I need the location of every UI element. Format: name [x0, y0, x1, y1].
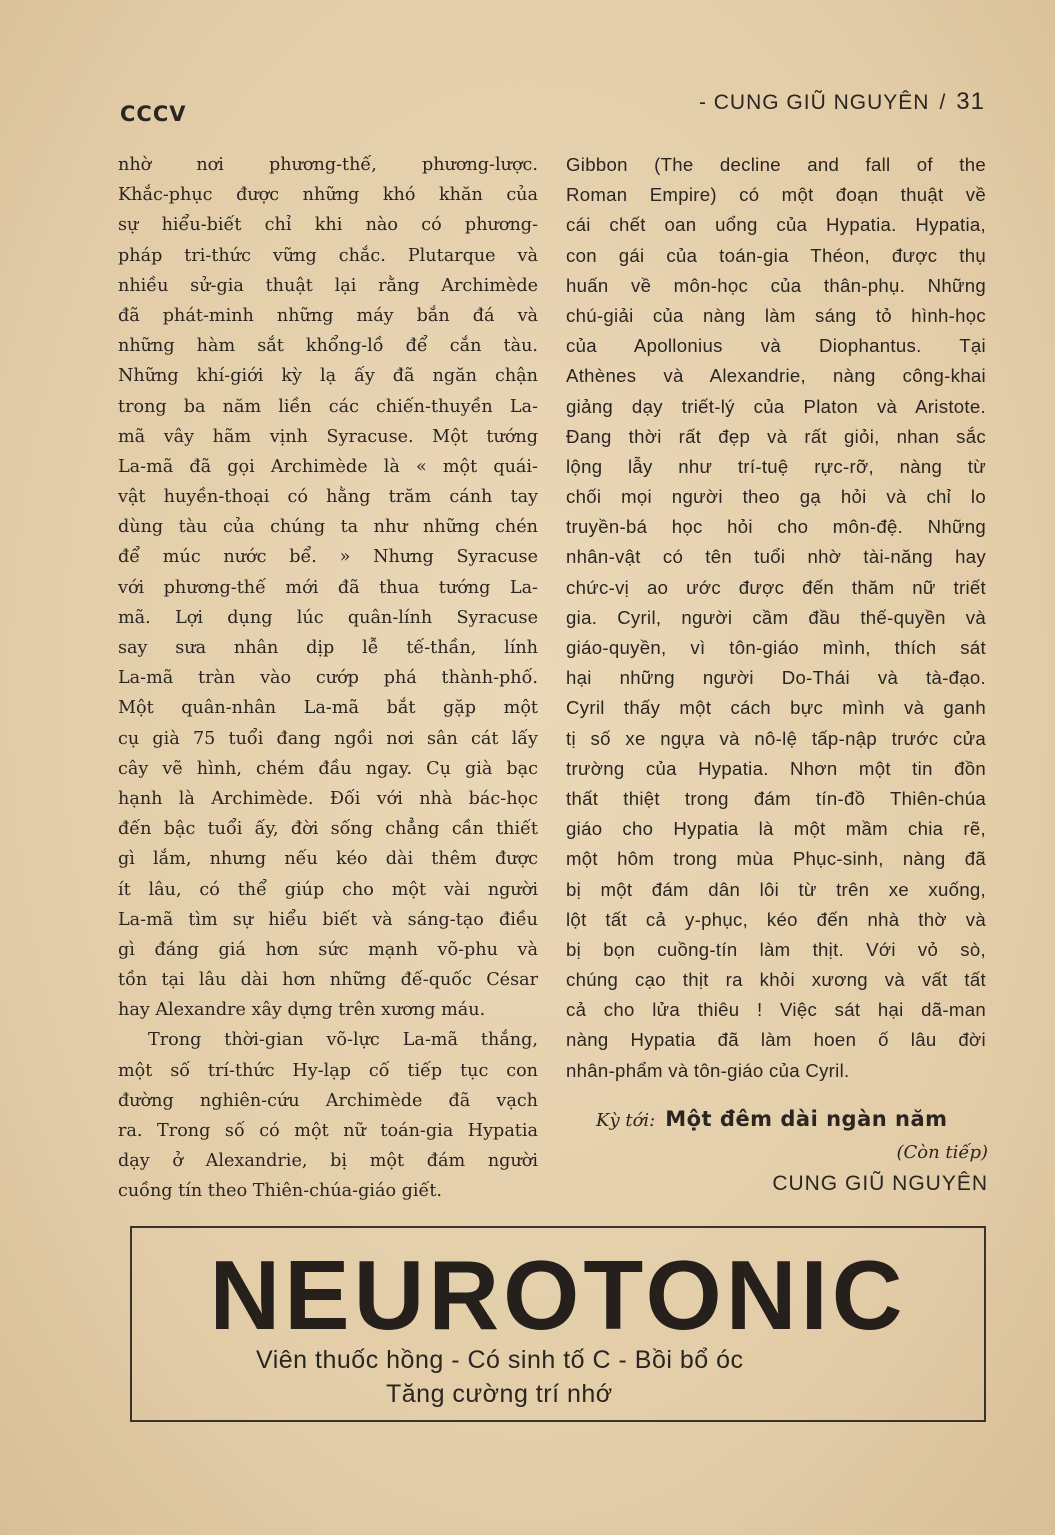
header-dash: - — [698, 91, 714, 114]
header-running-title — [699, 88, 985, 116]
article-line: lột tất cả y-phục, kéo đến nhà thờ và — [566, 908, 986, 930]
article-line: một hôm trong mùa Phục-sinh, nàng đã — [566, 848, 986, 870]
next-issue-label: Kỳ tới: — [596, 1110, 656, 1131]
article-line: ít lâu, có thể giúp cho một vài người — [118, 879, 538, 900]
ad-separator: - — [451, 1346, 461, 1374]
article-line: của Apollonius và Diophantus. Tại — [566, 335, 986, 357]
article-line: tồn tại lâu dài hơn những đế-quốc César — [118, 970, 538, 991]
article-line: gì đáng giá hơn sức mạnh võ-phu và — [118, 939, 538, 960]
ad-tag-pink-tablet: Viên thuốc hồng — [256, 1346, 444, 1374]
article-line: cả cho lửa thiêu ! Việc sát hại dã-man — [566, 999, 986, 1021]
ad-tagline-1 — [256, 1346, 896, 1375]
article-line: bị một đám dân lôi từ trên xe xuống, — [566, 878, 986, 900]
article-line: nhiều sử-gia thuật lại rằng Archimède — [118, 275, 538, 296]
article-line: Những khí-giới kỳ lạ ấy đã ngăn chận — [118, 366, 538, 387]
article-line: trong ba năm liền các chiến-thuyền La- — [118, 396, 538, 417]
article-line: truyền-bá học hỏi cho môn-đệ. Những — [566, 516, 986, 538]
article-line: một số trí-thức Hy-lạp cố tiếp tục con — [118, 1060, 538, 1081]
next-issue-block — [596, 1102, 988, 1200]
article-line: Khắc-phục được những khó khăn của — [118, 185, 538, 206]
next-issue-line — [596, 1102, 988, 1138]
article-line: chú-giải của nàng làm sáng tỏ hình-học — [566, 304, 986, 326]
article-line: trường của Hypatia. Nhơn một tin đồn — [566, 757, 986, 779]
article-line: huấn về môn-học của thân-phụ. Những — [566, 274, 986, 296]
article-line: cây vẽ hình, chém đầu ngay. Cụ già bạc — [118, 758, 538, 779]
ad-brand-name: NEUROTONIC — [209, 1240, 907, 1350]
article-line: Trong thời-gian võ-lực La-mã thắng, — [148, 1030, 538, 1051]
article-line: bị bọn cuồng-tín làm thịt. Với vỏ sò, — [566, 938, 986, 960]
article-line: ra. Trong số có một nữ toán-gia Hypatia — [118, 1121, 538, 1141]
article-line: đường nghiên-cứu Archimède đã vạch — [118, 1090, 538, 1111]
article-column-left — [118, 150, 538, 1207]
article-line: cụ già 75 tuổi đang ngồi nơi sân cát lấy — [118, 728, 538, 749]
article-line: Cyril thấy một cách bực mình và ganh — [566, 697, 986, 719]
article-line: hạnh là Archimède. Đối với nhà bác-học — [118, 788, 538, 809]
ad-tag-brain-tonic: Bồi bổ óc — [634, 1346, 744, 1374]
article-column-right — [566, 150, 986, 1086]
ad-separator: - — [618, 1346, 628, 1374]
article-line: đã phát-minh những máy bắn đá và — [118, 305, 538, 326]
article-line: lộng lẫy như trí-tuệ rực-rỡ, nàng từ — [566, 455, 986, 477]
article-line: để múc nước bể. » Nhưng Syracuse — [118, 547, 538, 568]
advertisement-box — [130, 1226, 986, 1422]
article-line: cuồng tín theo Thiên-chúa-giáo giết. — [118, 1181, 443, 1202]
article-line: chúng cạo thịt ra khỏi xương và vất tất — [566, 969, 986, 991]
header-section-code: CCCV — [120, 102, 187, 126]
article-line: sự hiểu-biết chỉ khi nào có phương- — [118, 215, 538, 236]
article-line: vật huyền-thoại có hằng trăm cánh tay — [118, 487, 538, 508]
next-issue-title: Một đêm dài ngàn năm — [665, 1107, 948, 1131]
article-line: giáo-quyền, vì tôn-giáo mình, thích sát — [566, 637, 986, 658]
header-separator: / — [939, 91, 947, 114]
ad-tagline-2: Tăng cường trí nhớ — [386, 1380, 613, 1408]
article-line: những hàm sắt khổng-lồ để cắn tàu. — [118, 336, 538, 357]
ad-tag-vitamin-c: Có sinh tố C — [467, 1346, 612, 1374]
article-line: giảng dạy triết-lý của Platon và Aristote. — [566, 395, 986, 417]
article-author: CUNG GIŨ NGUYÊN — [772, 1172, 988, 1195]
article-line: nàng Hypatia đã làm hoen ố lâu đời — [566, 1029, 986, 1051]
article-line: chức-vị ao ước được đến thăm nữ triết — [566, 576, 986, 598]
article-line: cái chết oan uổng của Hypatia. Hypatia, — [566, 214, 986, 236]
article-line: pháp tri-thức vững chắc. Plutarque và — [118, 245, 538, 266]
article-line: nhân-vật có tên tuổi nhờ tài-năng hay — [566, 546, 986, 568]
to-be-continued: (Còn tiếp) — [896, 1142, 988, 1163]
article-line: Roman Empire) có một đoạn thuật về — [566, 184, 986, 206]
article-line: gì lắm, nhưng nếu kéo dài thêm được — [118, 849, 538, 870]
article-line: La-mã tràn vào cướp phá thành-phố. — [118, 668, 538, 689]
article-line: Một quân-nhân La-mã bắt gặp một — [118, 698, 538, 719]
page-header — [120, 84, 985, 124]
article-line: Gibbon (The decline and fall of the — [566, 154, 986, 175]
article-line: Athènes và Alexandrie, nàng công-khai — [566, 365, 986, 387]
header-author: CUNG GIŨ NGUYÊN — [713, 91, 930, 114]
article-line: La-mã đã gọi Archimède là « một quái- — [118, 456, 538, 477]
article-line: La-mã tìm sự hiểu biết và sáng-tạo điều — [118, 909, 538, 930]
article-line: thất thiệt trong đám tín-đồ Thiên-chúa — [566, 787, 986, 809]
article-line: với phương-thế mới đã thua tướng La- — [118, 577, 538, 598]
article-line: chối mọi người theo gạ hỏi và chỉ lo — [566, 486, 986, 508]
article-line: Đang thời rất đẹp và rất giỏi, nhan sắc — [566, 425, 986, 447]
article-line: gia. Cyril, người cầm đầu thế-quyền và — [566, 606, 986, 628]
page-number: 31 — [956, 88, 985, 115]
article-line: dùng tàu của chúng ta như những chén — [118, 517, 538, 538]
article-line: nhân-phẩm và tôn-giáo của Cyril. — [566, 1059, 850, 1081]
article-line: hay Alexandre xây dựng trên xương máu. — [118, 1000, 486, 1021]
article-line: nhờ nơi phương-thế, phương-lược. — [118, 155, 538, 175]
article-line: dạy ở Alexandrie, bị một đám người — [118, 1151, 538, 1172]
article-line: tị số xe ngựa và nô-lệ tấp-nập trước cửa — [566, 727, 986, 749]
article-line: mã. Lợi dụng lúc quân-lính Syracuse — [118, 607, 538, 628]
article-line: hại những người Do-Thái và tà-đạo. — [566, 667, 986, 689]
article-line: đến bậc tuổi ấy, đời sống chẳng cần thiết — [118, 819, 538, 840]
article-line: con gái của toán-gia Théon, được thụ — [566, 244, 986, 266]
article-line: mã vây hãm vịnh Syracuse. Một tướng — [118, 426, 538, 447]
article-line: say sưa nhân dịp lễ tế-thần, lính — [118, 638, 538, 658]
article-line: giáo cho Hypatia là một mầm chia rẽ, — [566, 818, 986, 840]
